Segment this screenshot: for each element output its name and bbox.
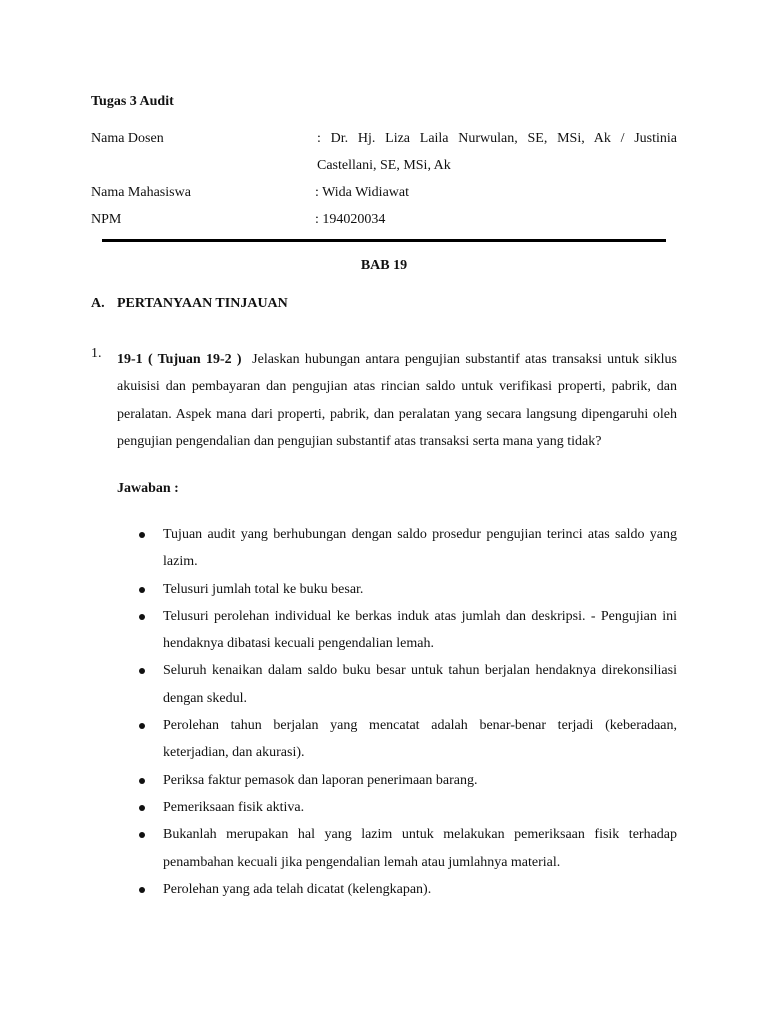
answer-text: Telusuri jumlah total ke buku besar. [163,581,364,597]
answer-item [137,576,677,603]
answer-item [137,794,677,821]
info-label-dosen: Nama Dosen [91,131,164,146]
question-text: Jelaskan hubungan antara pengujian substantif atas transaksi untuk siklus akuisisi dan pembayaran dan pengujian atas rincian saldo untuk verifikasi properti, pabrik, dan peralatan. Aspek mana dari properti, pabrik, dan peralatan yang secara langsung dipengaruhi oleh pengujian pengendalian dan pengujian substantif atas transaksi serta mana yang tidak? [117,352,677,449]
answer-text: Periksa faktur pemasok dan laporan penerimaan barang. [163,772,478,788]
bullet-icon [139,614,145,620]
answer-item [137,821,677,876]
info-value-dosen: : Dr. Hj. Liza Laila Nurwulan, SE, MSi, Ak / Justinia Castellani, SE, MSi, Ak [317,131,677,173]
bullet-icon [139,778,145,784]
answer-list [137,521,677,903]
section-title: PERTANYAAN TINJAUAN [117,296,288,311]
info-value-npm: : 194020034 [315,212,386,227]
info-value-mahasiswa: : Wida Widiawat [315,185,410,200]
chapter-heading: BAB 19 [360,258,408,273]
bullet-icon [139,805,145,811]
info-row-mahasiswa [91,179,677,206]
bullet-icon [139,832,145,838]
document-title: Tugas 3 Audit [91,94,174,109]
header-divider [102,239,666,242]
bullet-icon [139,723,145,729]
answer-text: Tujuan audit yang berhubungan dengan saldo prosedur pengujian terinci atas saldo yang lazim. [163,527,677,570]
info-label-npm: NPM [91,212,122,227]
answer-item [137,603,677,658]
answer-text: Perolehan yang ada telah dicatat (kelengkapan). [163,881,432,897]
bullet-icon [139,668,145,674]
answer-item [137,876,677,903]
answer-item [137,657,677,712]
answer-text: Pemeriksaan fisik aktiva. [163,799,305,815]
answer-label: Jawaban : [117,481,179,496]
question-body [117,346,677,455]
answer-text: Bukanlah merupakan hal yang lazim untuk melakukan pemeriksaan fisik terhadap penambahan kecuali jika pengendalian lemah atau jumlahnya material. [163,827,677,870]
answer-item [137,767,677,794]
info-row-dosen [91,125,677,179]
answer-text: Perolehan tahun berjalan yang mencatat adalah benar-benar terjadi (keberadaan, keterjadian, dan akurasi). [163,718,677,761]
answer-text: Telusuri perolehan individual ke berkas induk atas jumlah dan deskripsi. - Pengujian ini hendaknya dibatasi kecuali pengendalian lemah. [163,608,677,652]
question-ref: 19-1 ( Tujuan 19-2 ) [117,352,242,367]
info-row-npm [91,206,677,233]
section-letter: A. [91,296,105,311]
question-number: 1. [91,346,102,361]
bullet-icon [139,587,145,593]
section-heading [91,296,288,312]
bullet-icon [139,887,145,893]
bullet-icon [139,532,145,538]
answer-item [137,521,677,576]
info-label-mahasiswa: Nama Mahasiswa [91,185,191,200]
answer-text: Seluruh kenaikan dalam saldo buku besar untuk tahun berjalan hendaknya direkonsiliasi dengan skedul. [163,663,677,706]
answer-item [137,712,677,767]
